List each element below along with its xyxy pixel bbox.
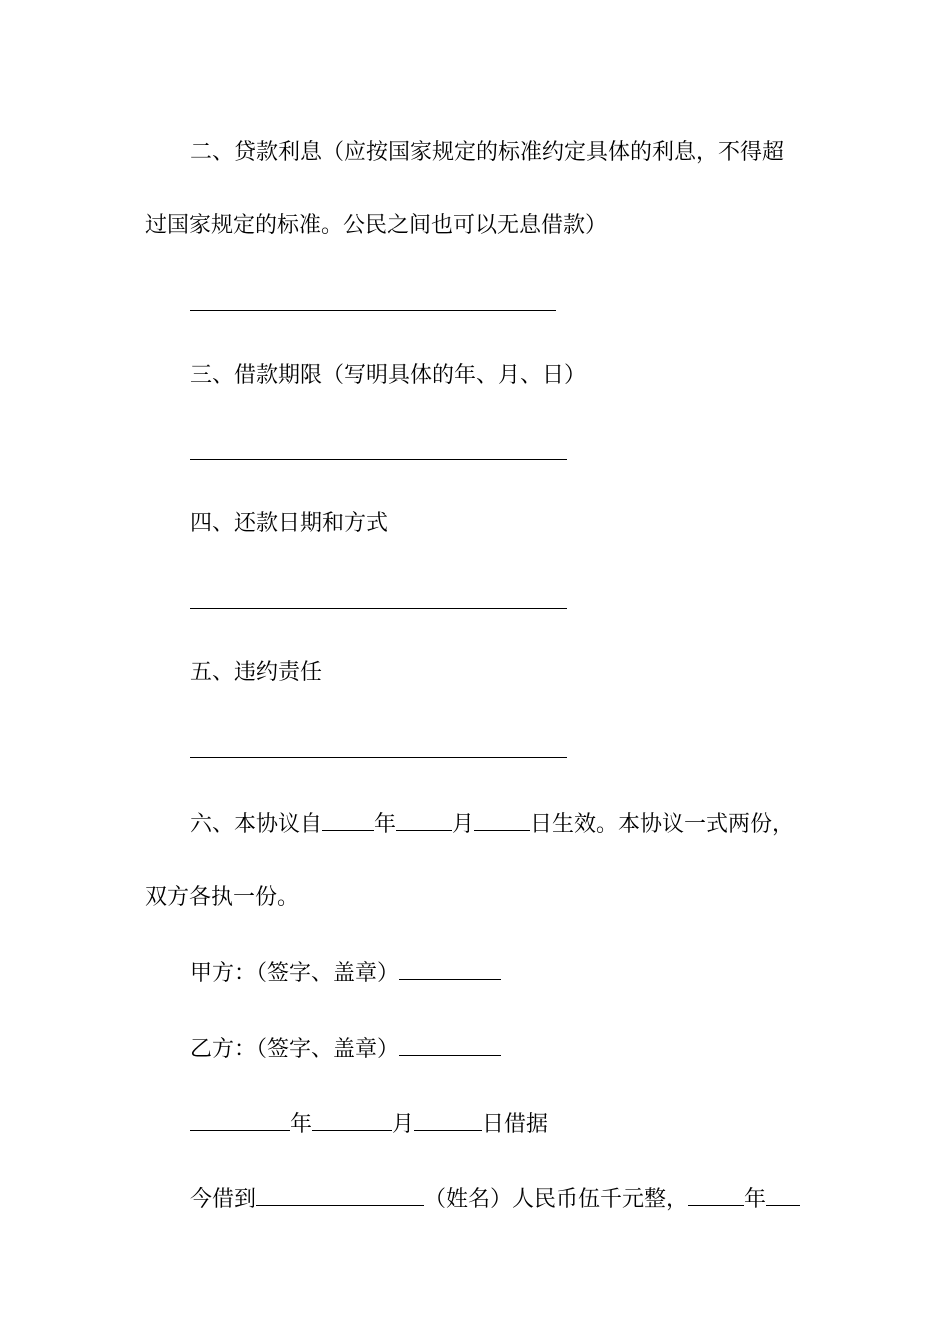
party-a-signature: [190, 957, 501, 989]
clause-6-line-1: [190, 808, 794, 840]
clause-5: 五、违约责任: [190, 660, 323, 685]
receipt-body-prefix: 今借到: [190, 1187, 257, 1212]
receipt-month-blank: [312, 1108, 392, 1131]
clause-4: 四、还款日期和方式: [190, 511, 389, 536]
receipt-title-line: [190, 1108, 548, 1140]
party-a-label: 甲方：（签字、盖章）: [190, 961, 400, 986]
clause-2-line-2: 过国家规定的标准。公民之间也可以无息借款）: [145, 213, 608, 238]
clause-6-suffix: 日生效。本协议一式两份，: [530, 812, 795, 837]
party-b-signature-blank: [399, 1033, 501, 1056]
receipt-title: 日借据: [482, 1112, 549, 1137]
party-a-signature-blank: [399, 957, 501, 980]
party-b-label: 乙方：（签字、盖章）: [190, 1037, 400, 1062]
effective-year-blank: [322, 808, 374, 831]
lender-name-blank: [256, 1183, 424, 1206]
repay-year-blank: [688, 1183, 744, 1206]
receipt-year-label: 年: [290, 1112, 313, 1137]
fill-line-clause-5: [190, 757, 567, 758]
clause-2-line-1: 二、贷款利息（应按国家规定的标准约定具体的利息，不得超: [190, 140, 785, 165]
receipt-body-line: [190, 1183, 800, 1215]
fill-line-clause-4: [190, 608, 567, 609]
clause-6-month-label: 月: [452, 812, 475, 837]
fill-line-clause-2: [190, 310, 556, 311]
receipt-day-blank: [414, 1108, 482, 1131]
receipt-body-amount: （姓名）人民币伍千元整，: [424, 1187, 689, 1212]
effective-day-blank: [474, 808, 530, 831]
clause-6-line-2: 双方各执一份。: [145, 885, 300, 910]
party-b-signature: [190, 1033, 501, 1065]
clause-6-prefix: 六、本协议自: [190, 812, 323, 837]
fill-line-clause-3: [190, 459, 567, 460]
clause-6-year-label: 年: [374, 812, 397, 837]
receipt-month-label: 月: [392, 1112, 415, 1137]
receipt-body-year-label: 年: [744, 1187, 767, 1212]
clause-3: 三、借款期限（写明具体的年、月、日）: [190, 363, 587, 388]
repay-month-blank: [766, 1183, 800, 1206]
receipt-year-blank: [190, 1108, 290, 1131]
effective-month-blank: [396, 808, 452, 831]
